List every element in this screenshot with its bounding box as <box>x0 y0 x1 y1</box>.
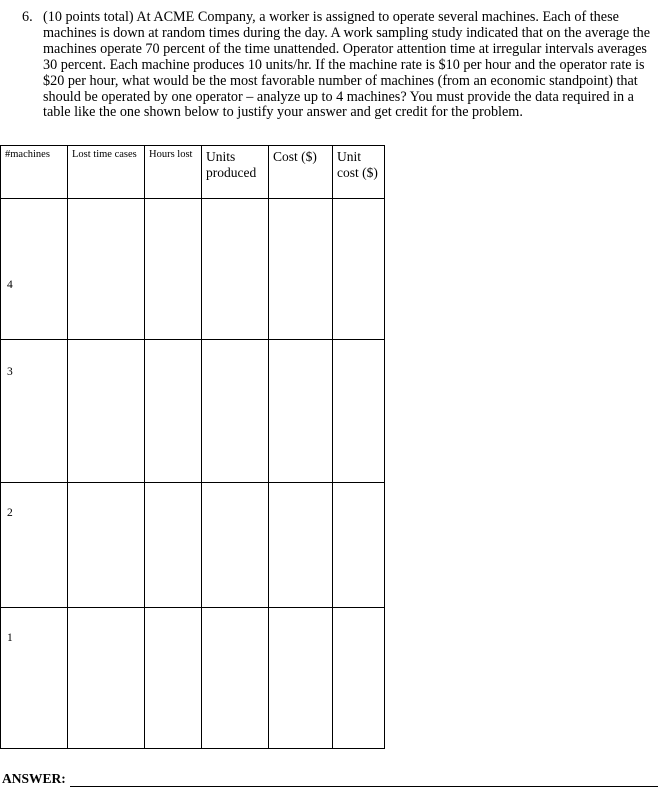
table-cell[interactable] <box>333 608 385 749</box>
table-row <box>1 608 385 749</box>
row-label-1: 1 <box>7 632 13 644</box>
table-cell[interactable] <box>202 340 269 483</box>
table-cell[interactable] <box>68 340 145 483</box>
row-label-3: 3 <box>7 366 13 378</box>
table-cell[interactable] <box>269 483 333 608</box>
table-row <box>1 483 385 608</box>
table-cell[interactable] <box>68 483 145 608</box>
header-hours-lost: Hours lost <box>145 146 202 199</box>
table-cell[interactable] <box>68 608 145 749</box>
table-cell[interactable] <box>333 340 385 483</box>
answer-line[interactable] <box>70 772 658 787</box>
answer-table <box>0 145 385 749</box>
problem-number: 6. <box>22 9 33 25</box>
row-label-2: 2 <box>7 507 13 519</box>
header-machines: #machines <box>1 146 68 199</box>
header-lost-time-cases: Lost time cases <box>68 146 145 199</box>
row-label-4: 4 <box>7 279 13 291</box>
table-row <box>1 199 385 340</box>
problem-statement <box>22 10 658 121</box>
table-cell[interactable] <box>333 483 385 608</box>
table-cell[interactable] <box>202 608 269 749</box>
table-cell[interactable] <box>269 199 333 340</box>
table-header-row <box>1 146 385 199</box>
table-row <box>1 340 385 483</box>
table-cell[interactable] <box>269 608 333 749</box>
table-cell[interactable] <box>145 483 202 608</box>
problem-text: (10 points total) At ACME Company, a worker is assigned to operate several machines. Each of these machines is down at random times during the day. A work sampling study indicated that on the average the machines operate 70 percent of the time unattended. Operator attention time at irregular intervals averages 30 percent. Each machine produces 10 units/hr. If the machine rate is $10 per hour and the operator rate is $20 per hour, what would be the most favorable number of machines (from an economic standpoint) that should be operated by one operator – analyze up to 4 machines? You must provide the data required in a table like the one shown below to justify your answer and get credit for the problem. <box>43 9 651 121</box>
table-cell[interactable] <box>269 340 333 483</box>
header-units-produced: Units produced <box>202 146 269 199</box>
table-cell[interactable] <box>145 608 202 749</box>
header-unit-cost: Unit cost ($) <box>333 146 385 199</box>
table-cell[interactable] <box>145 199 202 340</box>
table-cell[interactable] <box>202 199 269 340</box>
answer-label: ANSWER: <box>2 771 66 786</box>
header-cost: Cost ($) <box>269 146 333 199</box>
table-cell[interactable] <box>202 483 269 608</box>
answer-section <box>2 771 658 787</box>
table-cell[interactable] <box>333 199 385 340</box>
table-cell[interactable] <box>68 199 145 340</box>
table-cell[interactable] <box>145 340 202 483</box>
